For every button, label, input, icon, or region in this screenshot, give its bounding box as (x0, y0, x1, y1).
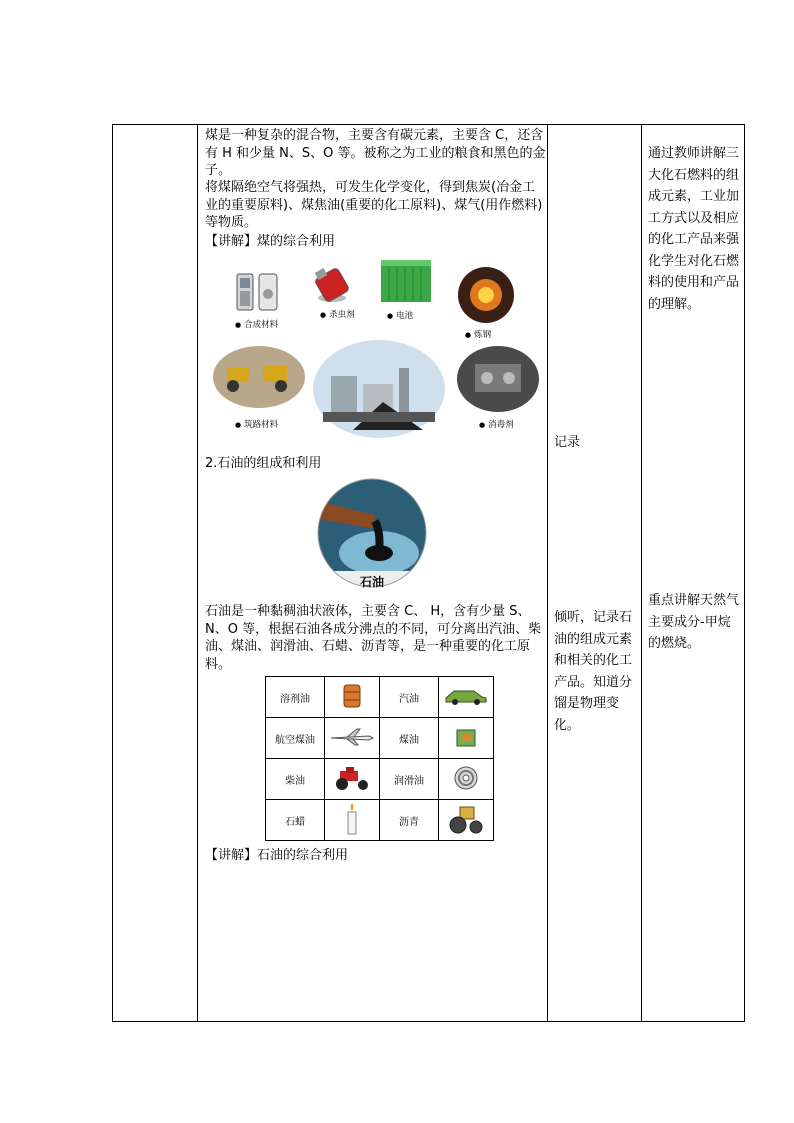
tractor-icon (332, 765, 372, 791)
caption-steelmaking: ● 炼钢 (465, 328, 491, 340)
oil-image-label: 石油 (359, 575, 384, 589)
product-name: 汽油 (380, 677, 439, 718)
road-roller-icon (448, 803, 484, 835)
student-record-text: 记录 (554, 435, 581, 450)
coal-heading: 【讲解】煤的综合利用 (205, 234, 336, 249)
oil-figure (317, 471, 427, 597)
caption-insecticide: ● 杀虫剂 (320, 308, 355, 320)
table-row (266, 677, 494, 718)
phone-icon (233, 272, 283, 314)
bearing-icon (453, 765, 479, 791)
caption-synthetic-materials: ● 合成材料 (235, 318, 278, 330)
battery-icon (379, 258, 433, 306)
caption-road-materials: ● 筑路材料 (235, 418, 278, 430)
column-divider (641, 125, 642, 1021)
oil-description: 石油是一种黏稠油状液体，主要含 C、 H，含有少量 S、N、O 等，根据石油各成分沸点的不同，可分离出汽油、柴油、煤油、润滑油、石蜡、沥青等，是一种重要的化工原料。 (205, 604, 542, 672)
product-name: 煤油 (380, 718, 439, 759)
lesson-table (112, 124, 745, 1022)
column-divider (547, 125, 548, 1021)
road-roller-icon (213, 346, 305, 408)
oil-barrel-icon (342, 683, 362, 709)
coal-intro-text: 煤是一种复杂的混合物，主要含有碳元素，主要含 C，还含有 H 和少量 N、S、O 等。被称之为工业的粮食和黑色的金子。 (205, 128, 546, 178)
spray-can-icon (311, 264, 353, 304)
oil-products-table (265, 676, 494, 841)
caption-disinfectant: ● 消毒剂 (479, 418, 514, 430)
stove-icon (455, 726, 477, 748)
product-name: 航空煤油 (266, 718, 325, 759)
caption-battery: ● 电池 (387, 309, 413, 321)
table-row (266, 718, 494, 759)
table-row (266, 759, 494, 800)
candle-icon (344, 802, 360, 836)
coal-process-text: 将煤隔绝空气将强热，可发生化学变化，得到焦炭(冶金工业的重要原料)、煤焦油(重要的化工原料)、煤气(用作燃料)等物质。 (205, 180, 543, 230)
student-listen-text: 倾听，记录石油的组成元素和相关的化工产品。知道分馏是物理变化。 (554, 610, 633, 733)
car-icon (444, 686, 488, 706)
coal-uses-figure (213, 258, 543, 438)
product-name: 溶剂油 (266, 677, 325, 718)
oil-heading: 【讲解】石油的综合利用 (205, 848, 349, 863)
airplane-icon (329, 727, 375, 747)
product-name: 润滑油 (380, 759, 439, 800)
coal-plant-image (313, 340, 445, 438)
table-row (266, 800, 494, 841)
column-divider (197, 125, 198, 1021)
intent-note-2: 重点讲解天然气主要成分-甲烷的燃烧。 (648, 593, 740, 651)
product-name: 石蜡 (266, 800, 325, 841)
furnace-icon (457, 266, 515, 324)
product-name: 沥青 (380, 800, 439, 841)
oil-section-title: 2.石油的组成和利用 (205, 456, 322, 471)
engine-icon (457, 346, 539, 412)
product-name: 柴油 (266, 759, 325, 800)
intent-note-1: 通过教师讲解三大化石燃料的组成元素，工业加工方式以及相应的化工产品来强化学生对化石燃料的使用和产品的理解。 (648, 146, 740, 312)
